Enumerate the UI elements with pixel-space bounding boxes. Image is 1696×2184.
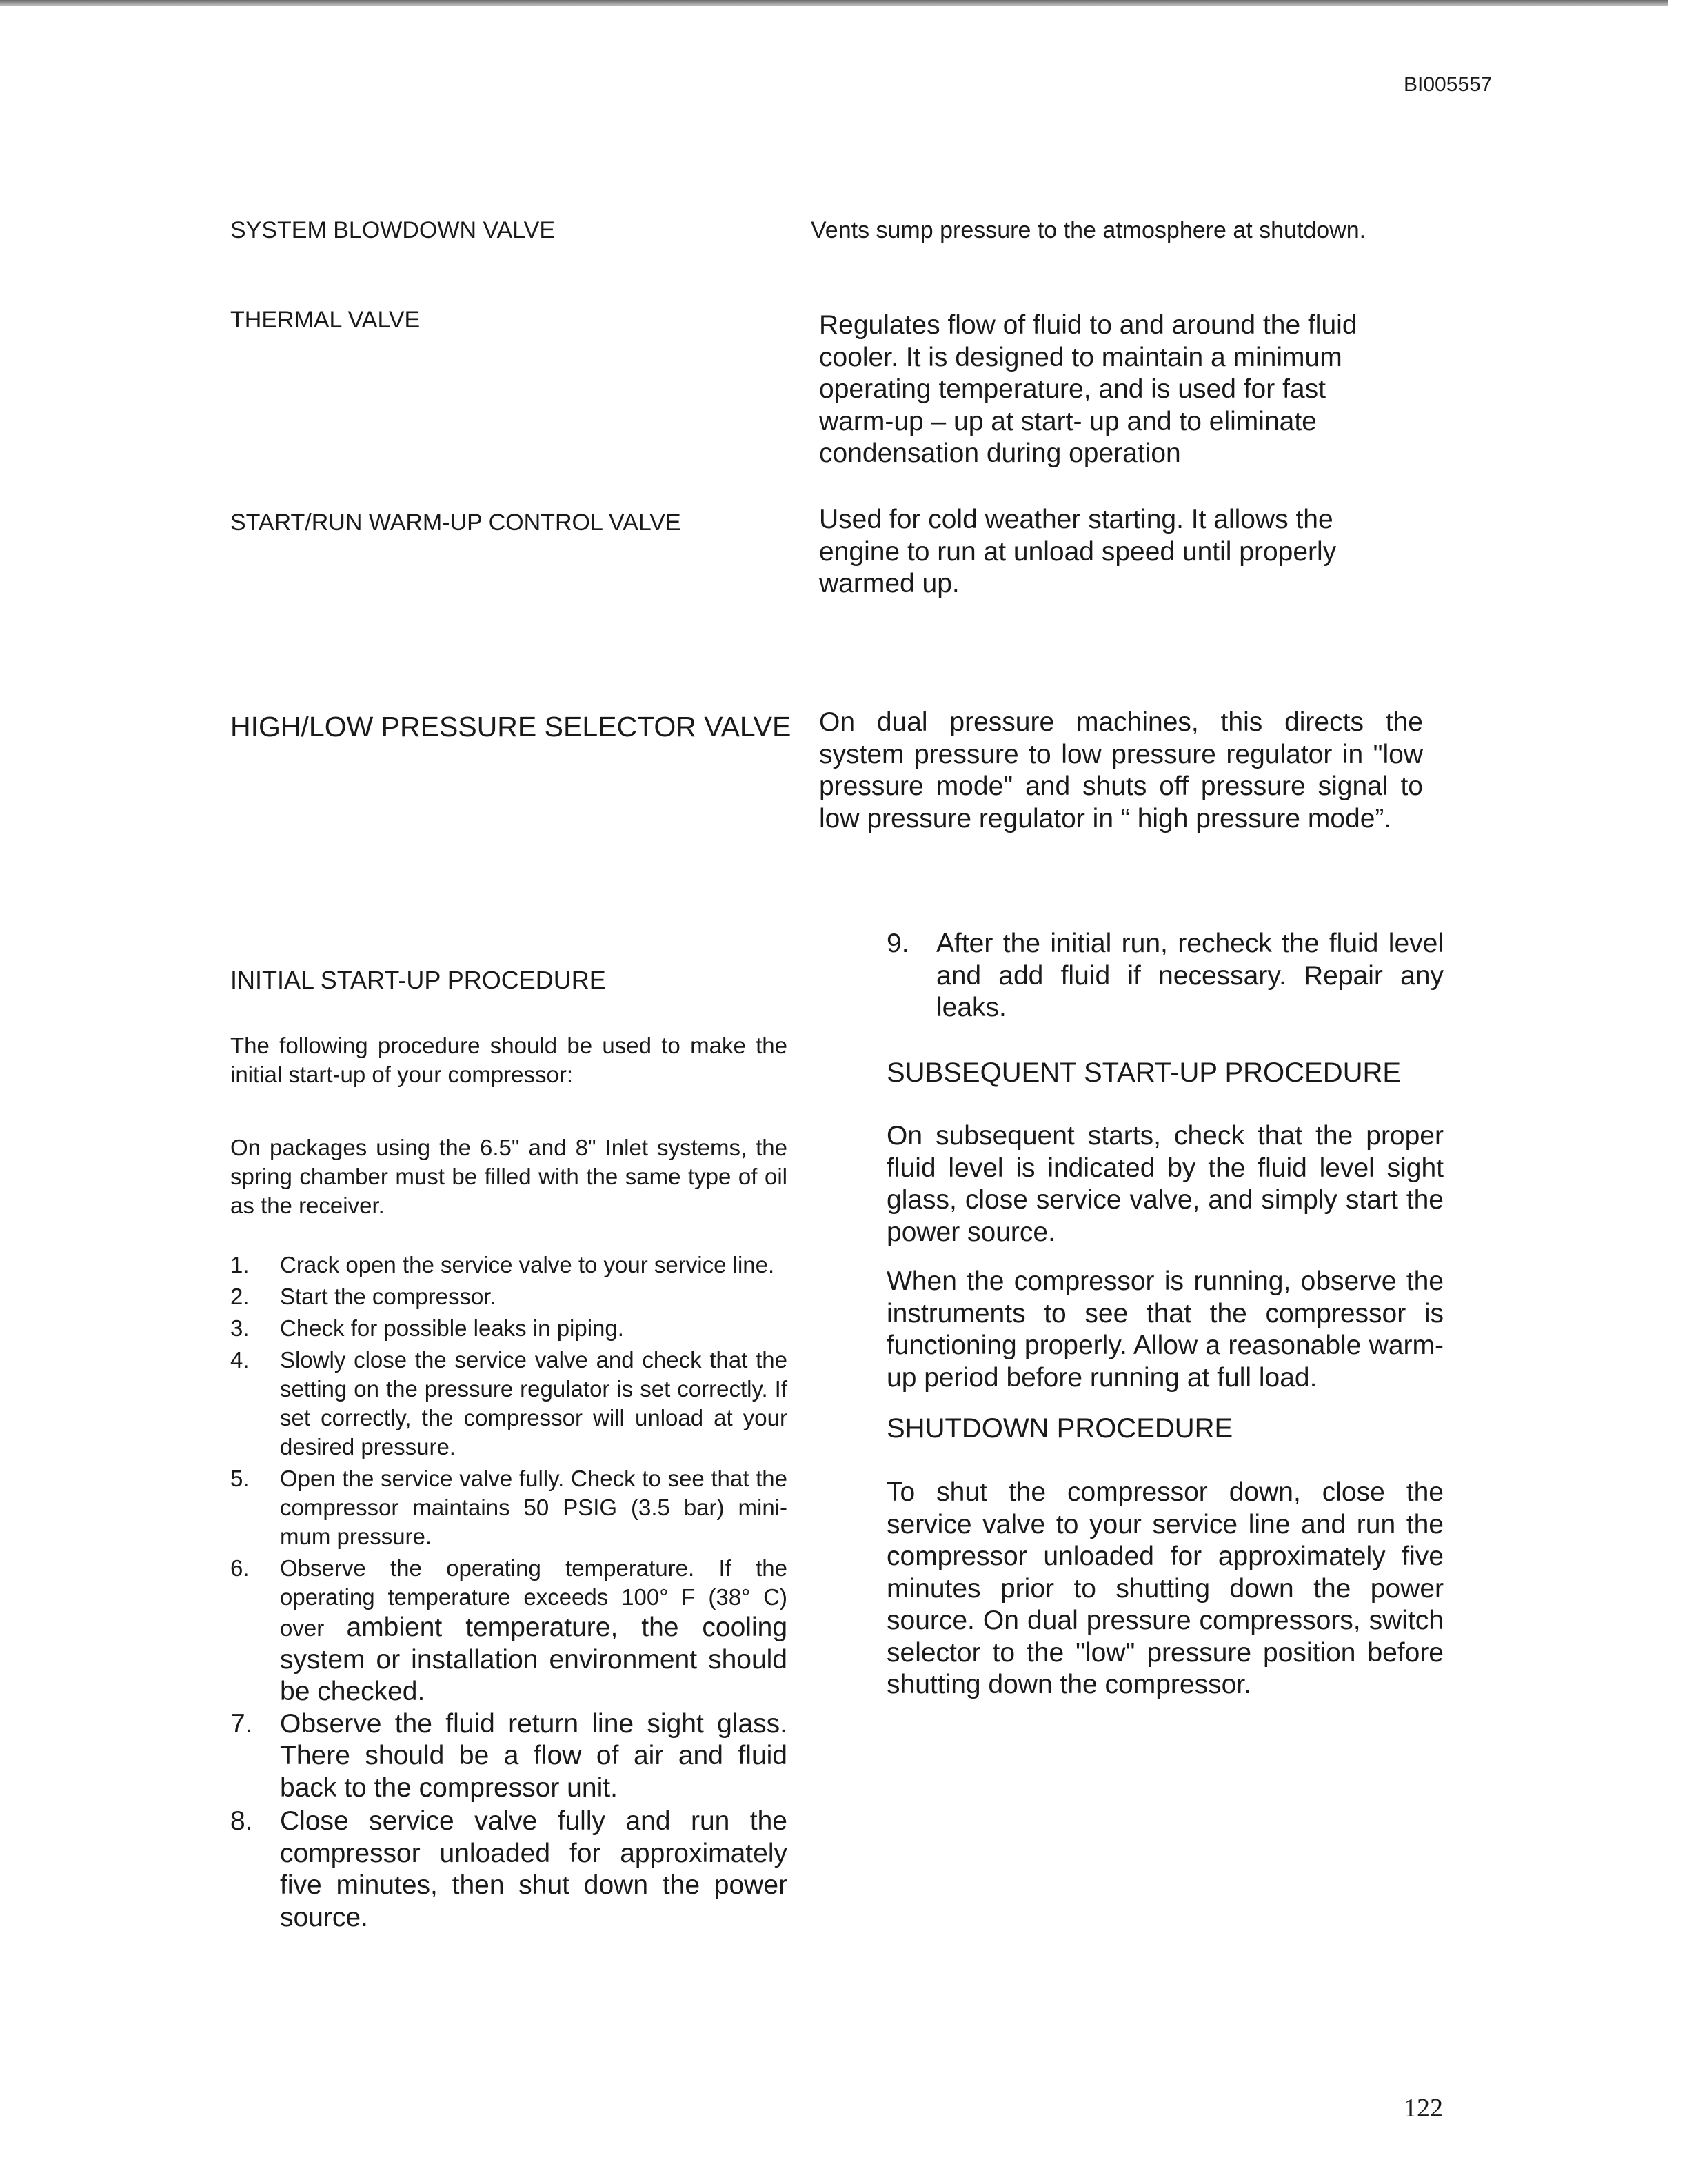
- valve-term-thermal: THERMAL VALVE: [230, 307, 421, 333]
- subsequent-startup-para-2: When the compressor is running, observe the instruments to see that the compressor is functioning properly. Allow a reasonable warm-up period before running at full load.: [887, 1266, 1444, 1393]
- initial-startup-note: On packages using the 6.5" and 8" Inlet systems, the spring chamber must be filled with the same type of oil as the receiver.: [230, 1135, 787, 1218]
- top-scan-line: [0, 0, 1668, 6]
- page-number: 122: [1404, 2094, 1443, 2123]
- step-item: 3. Check for possible leaks in piping.: [230, 1315, 624, 1341]
- valve-desc-high-low: On dual pressure machines, this directs the system pressure to low pressure regulator in "low pressure mode" and shuts off pressure signal to low pressure regulator in “ high pressure mode”.: [819, 707, 1423, 833]
- step-item: 8. Close service valve fully and run the compressor unloaded for approximately five minutes, then shut down the power source.: [230, 1806, 787, 1932]
- step-item: 4. Slowly close the service valve and check that the setting on the pressure regulator is set correctly. If set correctly, the compressor will unload at your desired pressure.: [230, 1347, 787, 1459]
- step-item: 7. Observe the fluid return line sight glass. There should be a flow of air and fluid back to the compressor unit.: [230, 1708, 787, 1803]
- shutdown-para: To shut the compressor down, close the service valve to your service line and run the compressor unloaded for approximately five minutes prior to shutting down the power source. On dual pressure compressors, switch selector to the "low" pressure position before shutting down the compressor.: [887, 1477, 1444, 1699]
- step-item: 1. Crack open the service valve to your service line.: [230, 1252, 775, 1277]
- valve-desc-start-run: Used for cold weather starting. It allows the engine to run at unload speed until properly warmed up.: [819, 505, 1337, 598]
- valve-term-system-blowdown: SYSTEM BLOWDOWN VALVE: [230, 217, 556, 243]
- valve-desc-system-blowdown: Vents sump pressure to the atmosphere at shutdown.: [811, 217, 1366, 243]
- valve-desc-thermal: Regulates flow of fluid to and around the fluid cooler. It is designed to maintain a minimum operating temperature, and is used for fast warm-up – up at start- up and to eliminate condensation during operation: [819, 310, 1357, 468]
- subsequent-startup-heading: SUBSEQUENT START-UP PROCEDURE: [887, 1058, 1402, 1088]
- initial-startup-intro: The following procedure should be used to make the initial start-up of your compressor:: [230, 1033, 787, 1087]
- shutdown-heading: SHUTDOWN PROCEDURE: [887, 1413, 1233, 1444]
- document-id: BI005557: [1404, 73, 1493, 96]
- step-item: 2. Start the compressor.: [230, 1284, 496, 1309]
- step-item: 6. Observe the operating temperature. If the operating temperature exceeds 100° F (38° C) over ambient temperature, the cooling system or installation environment should be checked.: [230, 1555, 788, 1706]
- initial-startup-steps: [230, 1251, 787, 1935]
- subsequent-startup-para-1: On subsequent starts, check that the proper fluid level is indicated by the fluid level sight glass, close service valve, and simply start the power source.: [887, 1121, 1444, 1247]
- step-item: 9. After the initial run, recheck the fluid level and add fluid if necessary. Repair any leaks.: [887, 929, 1444, 1022]
- valve-term-high-low: HIGH/LOW PRESSURE SELECTOR VALVE: [230, 711, 791, 742]
- initial-startup-heading: INITIAL START-UP PROCEDURE: [230, 966, 606, 994]
- valve-term-start-run: START/RUN WARM-UP CONTROL VALVE: [230, 509, 681, 536]
- step-item: 5. Open the service valve fully. Check to see that the compressor maintains 50 PSIG (3.5 bar) mini-mum pressure.: [230, 1466, 787, 1549]
